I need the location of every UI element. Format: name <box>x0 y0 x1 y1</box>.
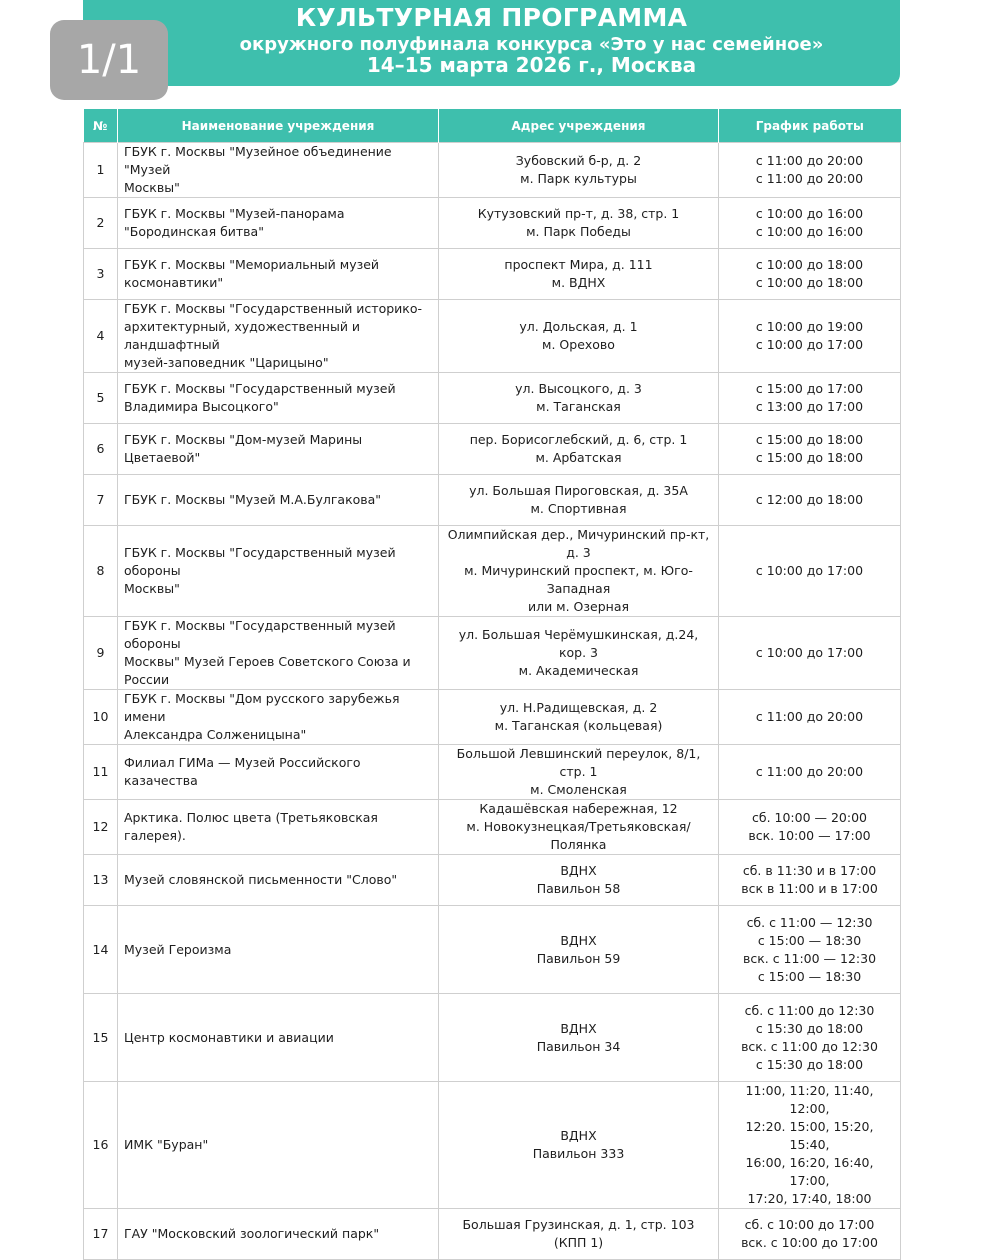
working-hours: с 10:00 до 17:00 <box>719 617 901 690</box>
working-hours: с 12:00 до 18:00 <box>719 475 901 526</box>
row-number: 7 <box>84 475 118 526</box>
institution-address: ВДНХ Павильон 34 <box>439 994 719 1082</box>
row-number: 1 <box>84 143 118 198</box>
table-row <box>84 1082 901 1209</box>
working-hours: с 10:00 до 18:00 с 10:00 до 18:00 <box>719 249 901 300</box>
institution-address: Кутузовский пр-т, д. 38, стр. 1 м. Парк Победы <box>439 198 719 249</box>
institution-address: Зубовский б-р, д. 2 м. Парк культуры <box>439 143 719 198</box>
row-number: 13 <box>84 855 118 906</box>
working-hours: с 10:00 до 17:00 <box>719 526 901 617</box>
institution-address: ВДНХ Павильон 59 <box>439 906 719 994</box>
row-number: 11 <box>84 745 118 800</box>
program-title: КУЛЬТУРНАЯ ПРОГРАММА <box>295 3 688 32</box>
table-row <box>84 1209 901 1260</box>
institution-address: Кадашёвская набережная, 12 м. Новокузнецкая/Третьяковская/Полянка <box>439 800 719 855</box>
institution-name: Арктика. Полюс цвета (Третьяковская галерея). <box>118 800 439 855</box>
institution-name: Музей словянской письменности "Слово" <box>118 855 439 906</box>
table-header-row <box>84 109 901 143</box>
table-row <box>84 424 901 475</box>
working-hours: с 11:00 до 20:00 <box>719 690 901 745</box>
institution-name: ГАУ "Московский зоологический парк" <box>118 1209 439 1260</box>
working-hours: с 15:00 до 17:00 с 13:00 до 17:00 <box>719 373 901 424</box>
institution-name: ГБУК г. Москвы "Дом-музей Марины Цветаевой" <box>118 424 439 475</box>
header-address: Адрес учреждения <box>439 109 719 143</box>
working-hours: с 11:00 до 20:00 <box>719 745 901 800</box>
institution-address: ул. Высоцкого, д. 3 м. Таганская <box>439 373 719 424</box>
row-number: 2 <box>84 198 118 249</box>
institution-address: ул. Н.Радищевская, д. 2 м. Таганская (кольцевая) <box>439 690 719 745</box>
header-number: № <box>84 109 118 143</box>
institution-name: ГБУК г. Москвы "Музей-панорама "Бородинская битва" <box>118 198 439 249</box>
row-number: 17 <box>84 1209 118 1260</box>
page-indicator: 1/1 <box>50 20 168 100</box>
row-number: 12 <box>84 800 118 855</box>
table-row <box>84 526 901 617</box>
schedule-table <box>83 109 901 1260</box>
institution-name: ГБУК г. Москвы "Государственный музей обороны Москвы" Музей Героев Советского Союза и России <box>118 617 439 690</box>
program-subtitle: окружного полуфинала конкурса «Это у нас семейное» <box>239 34 824 55</box>
working-hours: 11:00, 11:20, 11:40, 12:00, 12:20. 15:00, 15:20, 15:40, 16:00, 16:20, 16:40, 17:00, 17:20, 17:40, 18:00 <box>719 1082 901 1209</box>
institution-address: ВДНХ Павильон 333 <box>439 1082 719 1209</box>
institution-address: ул. Большая Черёмушкинская, д.24, кор. 3 м. Академическая <box>439 617 719 690</box>
working-hours: сб. с 11:00 — 12:30 с 15:00 — 18:30 вск. с 11:00 — 12:30 с 15:00 — 18:30 <box>719 906 901 994</box>
institution-address: ул. Большая Пироговская, д. 35А м. Спортивная <box>439 475 719 526</box>
table-row <box>84 373 901 424</box>
working-hours: сб. с 11:00 до 12:30 с 15:30 до 18:00 вск. с 11:00 до 12:30 с 15:30 до 18:00 <box>719 994 901 1082</box>
institution-address: Олимпийская дер., Мичуринский пр-кт, д. 3 м. Мичуринский проспект, м. Юго-Западная или м. Озерная <box>439 526 719 617</box>
row-number: 5 <box>84 373 118 424</box>
row-number: 16 <box>84 1082 118 1209</box>
institution-name: Центр космонавтики и авиации <box>118 994 439 1082</box>
working-hours: с 10:00 до 16:00 с 10:00 до 16:00 <box>719 198 901 249</box>
table-row <box>84 800 901 855</box>
working-hours: с 11:00 до 20:00 с 11:00 до 20:00 <box>719 143 901 198</box>
header-schedule: График работы <box>719 109 901 143</box>
institution-address: Большой Левшинский переулок, 8/1, стр. 1 м. Смоленская <box>439 745 719 800</box>
header-banner <box>83 0 900 86</box>
institution-name: ГБУК г. Москвы "Музейное объединение "Музей Москвы" <box>118 143 439 198</box>
table-row <box>84 617 901 690</box>
table-row <box>84 475 901 526</box>
table-row <box>84 143 901 198</box>
row-number: 10 <box>84 690 118 745</box>
institution-name: ГБУК г. Москвы "Государственный историко- архитектурный, художественный и ландшафтный музей-заповедник "Царицыно" <box>118 300 439 373</box>
row-number: 8 <box>84 526 118 617</box>
row-number: 14 <box>84 906 118 994</box>
row-number: 4 <box>84 300 118 373</box>
institution-name: ГБУК г. Москвы "Мемориальный музей космонавтики" <box>118 249 439 300</box>
institution-address: ВДНХ Павильон 58 <box>439 855 719 906</box>
institution-address: пер. Борисоглебский, д. 6, стр. 1 м. Арбатская <box>439 424 719 475</box>
row-number: 3 <box>84 249 118 300</box>
table-row <box>84 906 901 994</box>
row-number: 9 <box>84 617 118 690</box>
working-hours: с 10:00 до 19:00 с 10:00 до 17:00 <box>719 300 901 373</box>
working-hours: сб. 10:00 — 20:00 вск. 10:00 — 17:00 <box>719 800 901 855</box>
table-row <box>84 249 901 300</box>
row-number: 6 <box>84 424 118 475</box>
institution-address: проспект Мира, д. 111 м. ВДНХ <box>439 249 719 300</box>
institution-name: ИМК "Буран" <box>118 1082 439 1209</box>
program-dates: 14–15 марта 2026 г., Москва <box>366 53 697 77</box>
institution-address: ул. Дольская, д. 1 м. Орехово <box>439 300 719 373</box>
institution-name: ГБУК г. Москвы "Музей М.А.Булгакова" <box>118 475 439 526</box>
table-row <box>84 690 901 745</box>
table-row <box>84 855 901 906</box>
header-institution: Наименование учреждения <box>118 109 439 143</box>
working-hours: с 15:00 до 18:00 с 15:00 до 18:00 <box>719 424 901 475</box>
table-row <box>84 994 901 1082</box>
table-row <box>84 198 901 249</box>
row-number: 15 <box>84 994 118 1082</box>
working-hours: сб. с 10:00 до 17:00 вск. с 10:00 до 17:00 <box>719 1209 901 1260</box>
institution-name: Музей Героизма <box>118 906 439 994</box>
institution-name: Филиал ГИМа — Музей Российского казачества <box>118 745 439 800</box>
institution-address: Большая Грузинская, д. 1, стр. 103 (КПП 1) <box>439 1209 719 1260</box>
working-hours: сб. в 11:30 и в 17:00 вск в 11:00 и в 17:00 <box>719 855 901 906</box>
institution-name: ГБУК г. Москвы "Государственный музей обороны Москвы" <box>118 526 439 617</box>
table-row <box>84 300 901 373</box>
institution-name: ГБУК г. Москвы "Дом русского зарубежья имени Александра Солженицына" <box>118 690 439 745</box>
institution-name: ГБУК г. Москвы "Государственный музей Владимира Высоцкого" <box>118 373 439 424</box>
table-row <box>84 745 901 800</box>
